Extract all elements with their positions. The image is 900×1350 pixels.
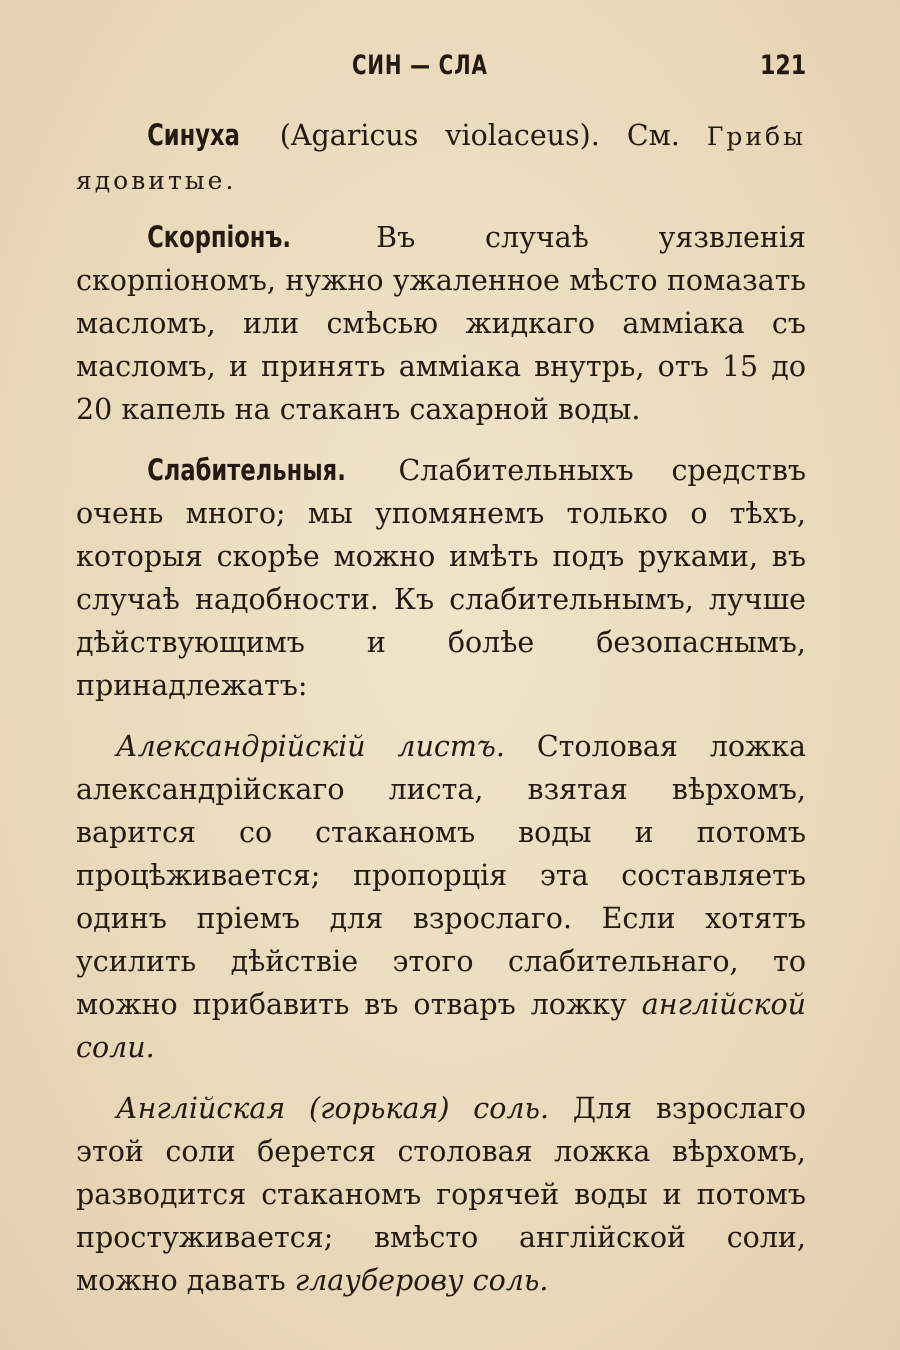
see-reference: См. (626, 119, 680, 152)
entry-angliyskaya (76, 1087, 806, 1302)
entry-skorpion (76, 216, 806, 431)
subentry-term-end: соль. (473, 1092, 550, 1125)
page-number: 121 (760, 50, 807, 81)
entry-sinukha (76, 114, 806, 202)
subentry-term: Александрійскій листъ. (116, 730, 505, 763)
entry-text: Для взрослаго этой соли берется столовая ложка вѣрхомъ, разводится стаканомъ горячей воды и потомъ простуживается; вмѣсто англійской соли, можно давать (76, 1092, 807, 1297)
reference-target-continued: ядовитые. (76, 166, 237, 195)
entry-slabitelnyya (76, 449, 806, 707)
subentry-term-qualifier: (горькая) (309, 1092, 450, 1125)
page-header (0, 50, 900, 90)
subentry-term: Англійская (116, 1092, 286, 1125)
entry-term: Синуха (147, 118, 240, 152)
entry-term: Скорпіонъ. (147, 220, 292, 254)
entry-text: Въ случаѣ уязвленія скорпіономъ, нужно ужаленное мѣсто помазать масломъ, или смѣсью жидкаго амміака съ масломъ, и принять амміака внутрь, отъ 15 до 20 капель на стаканъ сахарной воды. (76, 221, 807, 426)
page-body (76, 114, 806, 1302)
entry-term: Слабительныя. (147, 453, 346, 487)
italic-reference: англійской соли. (76, 988, 806, 1064)
entry-aleksandriyskiy (76, 725, 806, 1069)
reference-target: Грибы (706, 122, 806, 151)
running-head: СИН — СЛА (352, 50, 488, 81)
italic-reference: глауберову соль. (294, 1264, 549, 1297)
entry-text: Столовая ложка александрійскаго листа, взятая вѣрхомъ, варится со стаканомъ воды и потомъ процѣживается; пропорція эта составляетъ одинъ пріемъ для взрослаго. Если хотятъ усилить дѣйствіе этого слабительнаго, то можно прибавить въ отваръ ложку (76, 730, 806, 1021)
latin-name: (Agaricus violaceus). (279, 119, 600, 152)
entry-text: Слабительныхъ средствъ очень много; мы упомянемъ только о тѣхъ, которыя скорѣе можно имѣть подъ руками, въ случаѣ надобности. Къ слабительнымъ, лучше дѣйствующимъ и болѣе безопаснымъ, принадлежатъ: (76, 454, 806, 702)
